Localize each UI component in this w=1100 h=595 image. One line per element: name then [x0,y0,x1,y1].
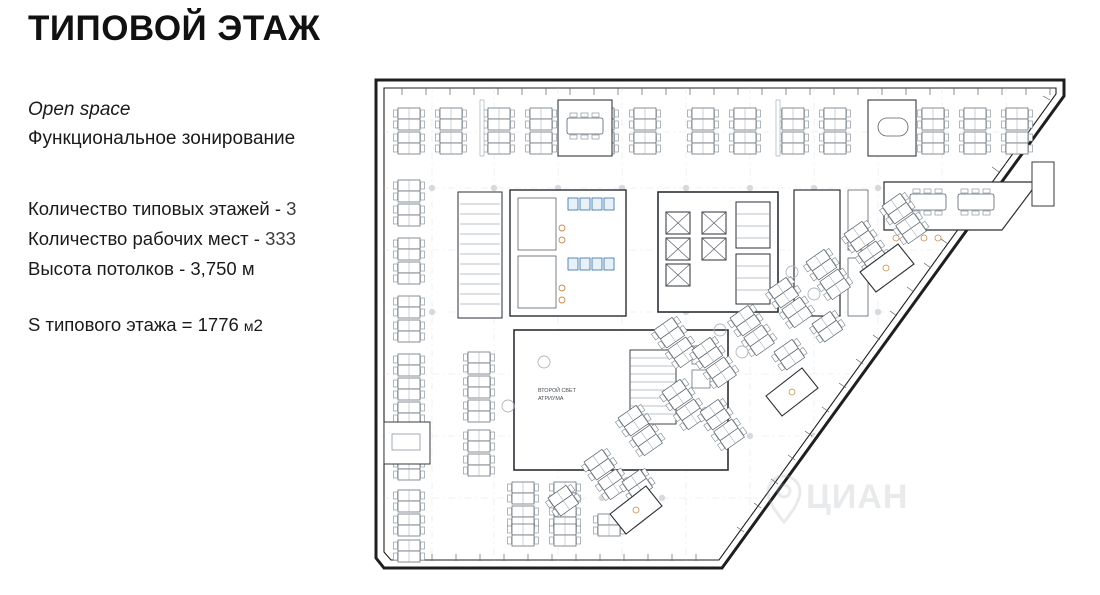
watermark-text: ЦИАН [806,478,909,516]
floorplan [362,62,1078,582]
subtitle-open-space: Open space [28,98,131,120]
info-panel [28,10,358,336]
area-label: S типового этажа [28,313,177,335]
subtitle-block [28,97,358,152]
stat-label-workplaces: Количество рабочих мест [28,227,249,249]
subtitle-zoning: Функциональное зонирование [28,128,296,150]
stats-block [28,194,358,284]
floorplan-drawing [362,62,1078,582]
stat-label-floors: Количество типовых этажей [28,197,270,219]
area-value: 1776 [197,313,239,335]
stat-row-floors [28,194,358,224]
atrium-label-line1: ВТОРОЙ СВЕТ [538,388,576,394]
area-row [28,314,358,336]
area-separator: = [181,313,193,335]
stat-row-workplaces [28,224,358,254]
area-block [28,314,358,336]
stat-row-ceiling [28,254,358,284]
stat-value-workplaces: 333 [265,227,296,249]
stat-separator-dash-floors: - [274,197,282,219]
stat-separator-dash-workplaces: - [253,227,260,249]
stat-label-ceiling: Высота потолков [28,257,174,279]
stat-value-floors: 3 [286,197,297,219]
stat-separator-dash-ceiling: - [179,257,186,279]
atrium-label-line2: АТРИУМА [538,396,564,402]
page-title: ТИПОВОЙ ЭТАЖ [28,9,321,48]
area-unit-exponent: 2 [253,315,264,335]
area-unit: м [243,317,254,334]
stat-value-ceiling: 3,750 м [190,257,255,279]
